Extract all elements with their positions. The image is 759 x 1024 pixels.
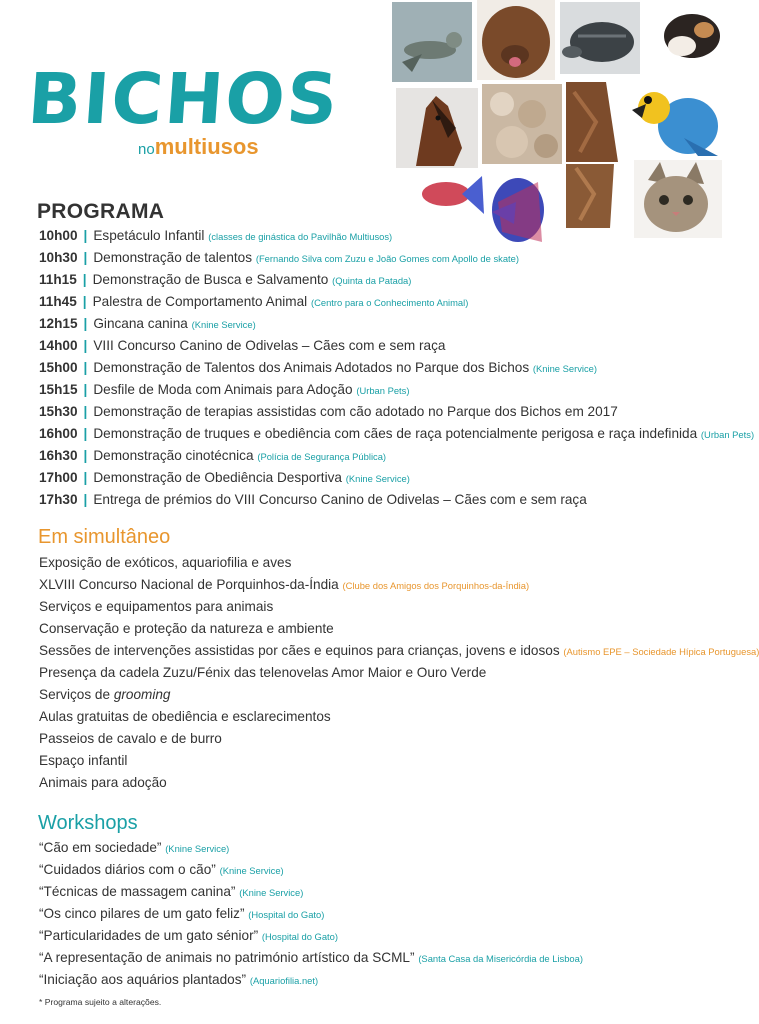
schedule-item <box>39 401 754 423</box>
schedule-org: (Urban Pets) <box>700 429 755 440</box>
workshop-org: (Santa Casa da Misericórdia de Lisboa) <box>418 953 583 964</box>
schedule-time: 15h30 <box>39 404 78 419</box>
schedule-item <box>39 269 754 291</box>
schedule-time: 15h15 <box>39 382 78 397</box>
schedule-item <box>39 225 754 247</box>
item-text: Espaço infantil <box>39 753 128 768</box>
logo-prefix: no <box>138 141 155 158</box>
schedule-text: Entrega de prémios do VIII Concurso Canino de Odivelas – Cães com e sem raça <box>93 492 587 507</box>
item-org: (Autismo EPE – Sociedade Hípica Portuguesa) <box>563 646 759 657</box>
simultaneo-list <box>39 552 759 794</box>
list-item <box>39 684 759 706</box>
list-item <box>39 596 759 618</box>
schedule-text: Demonstração de Talentos dos Animais Adotados no Parque dos Bichos <box>93 360 530 375</box>
schedule-time: 10h00 <box>39 228 78 243</box>
item-italic: grooming <box>113 687 171 702</box>
schedule-text: Palestra de Comportamento Animal <box>92 294 308 309</box>
workshop-org: (Knine Service) <box>239 887 304 898</box>
schedule-item <box>39 357 754 379</box>
schedule-text: Demonstração de talentos <box>93 250 253 265</box>
separator: | <box>83 492 88 507</box>
dog-partial-photo <box>566 164 618 228</box>
guinea-pig-photo <box>660 0 722 68</box>
separator: | <box>83 382 88 397</box>
workshop-item <box>39 947 583 969</box>
workshop-item <box>39 881 583 903</box>
schedule-org: (Urban Pets) <box>356 385 410 396</box>
lizard-photo <box>392 2 472 82</box>
simultaneo-title: Em simultâneo <box>38 526 171 548</box>
list-item <box>39 750 759 772</box>
workshop-item <box>39 903 583 925</box>
schedule-time: 14h00 <box>39 338 78 353</box>
workshop-item <box>39 969 583 991</box>
workshop-text: “Particularidades de um gato sénior” <box>39 928 259 943</box>
event-logo <box>25 58 343 161</box>
schedule-text: Demonstração de terapias assistidas com cão adotado no Parque dos Bichos em 2017 <box>93 404 618 419</box>
item-text: Passeios de cavalo e de burro <box>39 731 222 746</box>
separator: | <box>82 294 87 309</box>
schedule-item <box>39 467 754 489</box>
workshop-item <box>39 925 583 947</box>
separator: | <box>83 250 88 265</box>
list-item <box>39 728 759 750</box>
programa-title: PROGRAMA <box>37 200 165 223</box>
logo-venue: multiusos <box>154 134 259 159</box>
schedule-text: VIII Concurso Canino de Odivelas – Cães com e sem raça <box>93 338 446 353</box>
horse-photo <box>396 88 478 168</box>
list-item <box>39 662 759 684</box>
schedule-org: (Knine Service) <box>191 319 256 330</box>
schedule-time: 15h00 <box>39 360 78 375</box>
schedule-item <box>39 313 754 335</box>
separator: | <box>83 470 88 485</box>
curly-dog-photo <box>477 0 555 80</box>
sheep-photo <box>482 84 562 164</box>
separator: | <box>82 272 87 287</box>
separator: | <box>83 404 88 419</box>
list-item <box>39 706 759 728</box>
list-item <box>39 772 759 794</box>
list-item <box>39 574 759 596</box>
schedule-text: Demonstração de Obediência Desportiva <box>93 470 342 485</box>
workshop-org: (Hospital do Gato) <box>248 909 325 920</box>
schedule-text: Demonstração de truques e obediência com cães de raça potencialmente perigosa e raça indefinida <box>93 426 698 441</box>
schedule-time: 17h00 <box>39 470 78 485</box>
item-text: Sessões de intervenções assistidas por cães e equinos para crianças, jovens e idosos <box>39 643 560 658</box>
item-text: Serviços de <box>39 687 111 702</box>
tortoise-photo <box>560 2 640 74</box>
footnote: * Programa sujeito a alterações. <box>39 997 162 1007</box>
schedule-text: Espetáculo Infantil <box>93 228 205 243</box>
separator: | <box>83 316 88 331</box>
item-text: Aulas gratuitas de obediência e esclarecimentos <box>39 709 331 724</box>
schedule-time: 16h00 <box>39 426 78 441</box>
list-item <box>39 618 759 640</box>
schedule-item <box>39 445 754 467</box>
parrot-photo <box>628 78 722 158</box>
schedule-item <box>39 379 754 401</box>
schedule-org: (Centro para o Conhecimento Animal) <box>310 297 469 308</box>
workshops-list <box>39 837 583 991</box>
logo-title: BICHOS <box>25 58 343 140</box>
workshop-org: (Knine Service) <box>165 843 230 854</box>
schedule-org: (Knine Service) <box>532 363 598 374</box>
item-text: Animais para adoção <box>39 775 167 790</box>
item-text: XLVIII Concurso Nacional de Porquinhos-da-Índia <box>39 577 339 592</box>
workshop-org: (Hospital do Gato) <box>261 931 338 942</box>
schedule-time: 11h15 <box>39 272 77 287</box>
schedule-org: (Quinta da Patada) <box>332 275 412 286</box>
workshops-title: Workshops <box>38 812 138 834</box>
item-text: Conservação e proteção da natureza e ambiente <box>39 621 334 636</box>
schedule-org: (Fernando Silva com Zuzu e João Gomes com Apollo de skate) <box>255 253 519 264</box>
schedule-item <box>39 489 754 511</box>
schedule-time: 12h15 <box>39 316 78 331</box>
schedule-org: (Knine Service) <box>345 473 410 484</box>
workshop-org: (Knine Service) <box>219 865 284 876</box>
schedule-text: Demonstração cinotécnica <box>93 448 254 463</box>
workshop-org: (Aquariofilia.net) <box>249 975 319 986</box>
schedule-time: 16h30 <box>39 448 78 463</box>
item-text: Presença da cadela Zuzu/Fénix das telenovelas Amor Maior e Ouro Verde <box>39 665 487 680</box>
logo-subtitle <box>138 136 259 158</box>
schedule-org: (classes de ginástica do Pavilhão Multiusos) <box>208 231 393 242</box>
schedule-item <box>39 247 754 269</box>
workshop-text: “Iniciação aos aquários plantados” <box>39 972 247 987</box>
separator: | <box>83 448 88 463</box>
separator: | <box>83 338 88 353</box>
schedule-list <box>39 225 754 511</box>
schedule-item <box>39 423 754 445</box>
workshop-text: “A representação de animais no património artístico da SCML” <box>39 950 415 965</box>
separator: | <box>83 228 88 243</box>
schedule-text: Desfile de Moda com Animais para Adoção <box>93 382 353 397</box>
schedule-time: 11h45 <box>39 294 77 309</box>
separator: | <box>83 360 88 375</box>
dog-fur-photo <box>566 82 618 162</box>
schedule-time: 17h30 <box>39 492 78 507</box>
schedule-text: Demonstração de Busca e Salvamento <box>92 272 329 287</box>
workshop-item <box>39 859 583 881</box>
list-item <box>39 640 759 662</box>
workshop-text: “Cuidados diários com o cão” <box>39 862 216 877</box>
workshop-text: “Cão em sociedade” <box>39 840 162 855</box>
schedule-item <box>39 291 754 313</box>
workshop-item <box>39 837 583 859</box>
separator: | <box>83 426 88 441</box>
item-text: Exposição de exóticos, aquariofilia e aves <box>39 555 292 570</box>
schedule-item <box>39 335 754 357</box>
schedule-time: 10h30 <box>39 250 78 265</box>
schedule-text: Gincana canina <box>93 316 188 331</box>
item-org: (Clube dos Amigos dos Porquinhos-da-Índia) <box>342 580 530 591</box>
schedule-org: (Polícia de Segurança Pública) <box>257 451 387 462</box>
workshop-text: “Técnicas de massagem canina” <box>39 884 236 899</box>
list-item <box>39 552 759 574</box>
item-text: Serviços e equipamentos para animais <box>39 599 274 614</box>
workshop-text: “Os cinco pilares de um gato feliz” <box>39 906 245 921</box>
